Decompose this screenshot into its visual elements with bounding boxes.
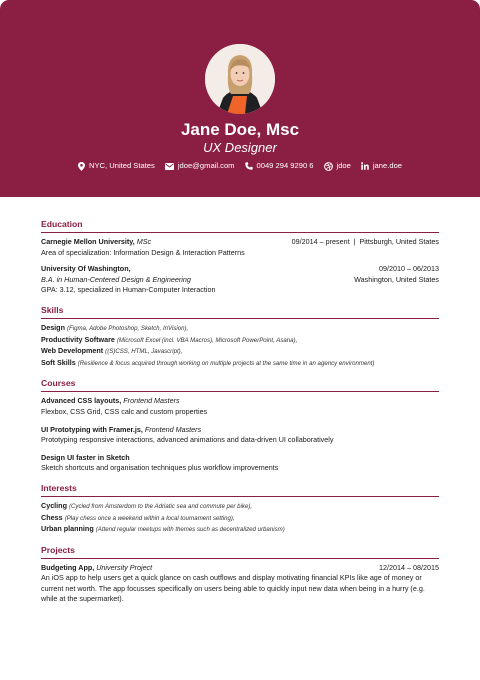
course-name: Advanced CSS layouts, (41, 396, 122, 406)
skill-name: Soft Skills (41, 357, 76, 367)
interest-detail: (Cycled from Amsterdom to the Adriatic sea and commute per bike), (68, 502, 253, 510)
linkedin-text[interactable]: jane.doe (372, 161, 403, 170)
location: Pittsburgh, United States (359, 237, 439, 246)
skill-item (41, 335, 439, 347)
project-name: Budgeting App, (41, 562, 95, 572)
interest-name: Cycling (41, 500, 67, 510)
course-provider: Frontend Masters (123, 396, 180, 406)
degree: MSc (136, 237, 152, 246)
interests-heading: Interests (41, 482, 439, 497)
dribbble-text[interactable]: jdoe (336, 161, 351, 170)
projects-section (41, 544, 439, 605)
interest-detail: (Play chess once a weekend within a local tournament setting), (64, 514, 235, 522)
projects-heading: Projects (41, 544, 439, 559)
course-entry (41, 425, 439, 446)
interest-item (41, 524, 439, 536)
project-entry (41, 563, 439, 605)
interest-item (41, 513, 439, 525)
skill-name: Design (41, 322, 65, 332)
skill-name: Web Development (41, 346, 104, 356)
contact-phone[interactable] (245, 160, 314, 172)
contact-location (78, 160, 155, 172)
date-range: 09/2014 – present (291, 237, 350, 246)
course-entry (41, 396, 439, 417)
specialization: Area of specialization: Information Design & Interaction Patterns (41, 247, 245, 257)
skill-name: Productivity Software (41, 334, 115, 344)
skill-detail: ((S)CSS, HTML, Javascript), (105, 348, 183, 356)
contact-dribbble[interactable] (324, 160, 351, 172)
school-name: University Of Washington, (41, 264, 131, 274)
course-name: Design UI faster in Sketch (41, 452, 130, 462)
skill-item (41, 346, 439, 358)
skill-detail: (Figma, Adobe Photoshop, Sketch, InVision), (66, 324, 189, 332)
course-description: Prototyping responsive interactions, advanced animations and data-driven UI collaboratively (41, 435, 334, 445)
project-type: University Project (96, 562, 153, 572)
date-range: 12/2014 – 08/2015 (379, 562, 439, 572)
interest-detail: (Attend regular meetups with themes such as decentralized urbanism) (95, 526, 285, 534)
resume-header (0, 0, 480, 197)
course-description: Flexbox, CSS Grid, CSS calc and custom properties (41, 406, 208, 416)
phone-icon (245, 162, 253, 170)
email-text[interactable]: jdoe@gmail.com (177, 161, 235, 170)
job-title: UX Designer (203, 140, 277, 155)
education-entry (41, 237, 439, 258)
course-name: UI Prototyping with Framer.js, (41, 424, 143, 434)
interest-name: Chess (41, 512, 63, 522)
degree: B.A. in Human-Centered Design & Engineering (41, 274, 191, 284)
interest-name: Urban planning (41, 524, 94, 534)
school-name: Carnegie Mellon University, (41, 237, 135, 246)
education-entry (41, 264, 439, 296)
full-name: Jane Doe, Msc (180, 120, 300, 139)
location-text: NYC, United States (88, 161, 155, 170)
interests-section (41, 482, 439, 536)
course-provider: Frontend Masters (144, 424, 202, 434)
interest-item (41, 501, 439, 513)
separator: | (353, 237, 356, 246)
skill-item (41, 358, 439, 370)
education-section (41, 218, 439, 296)
location: Washington, United States (354, 274, 439, 284)
contact-email[interactable] (165, 160, 235, 172)
project-description: An iOS app to help users get a quick glance on cash outflows and display motivating financial KPIs like age of money or current net worth. The app focusses specifically on users being able to quickly input new data when being in a hurry (e.g. while at the supermarket). (41, 573, 425, 604)
skills-section (41, 304, 439, 369)
dribbble-icon (324, 162, 333, 171)
resume-body (41, 218, 439, 609)
skills-heading: Skills (41, 304, 439, 319)
course-description: Sketch shortcuts and organisation techniques plus workflow improvements (41, 463, 279, 473)
courses-section (41, 377, 439, 474)
date-range: 09/2010 – 06/2013 (379, 264, 439, 274)
contact-bar (0, 160, 480, 172)
linkedin-icon (361, 162, 369, 170)
gpa: GPA: 3.12, specialized in Human-Computer Interaction (41, 285, 216, 295)
location-pin-icon (78, 162, 85, 171)
phone-text[interactable]: 0049 294 9290 6 (256, 161, 314, 170)
skill-detail: (Resilience & focus acquired through working on multiple projects at the same time in an agency environment) (77, 359, 375, 367)
skill-item (41, 323, 439, 335)
education-heading: Education (41, 218, 439, 233)
course-entry (41, 453, 439, 474)
contact-linkedin[interactable] (361, 160, 402, 172)
courses-heading: Courses (41, 377, 439, 392)
envelope-icon (165, 163, 174, 170)
profile-photo (205, 44, 275, 114)
skill-detail: (Microsoft Excel (incl. VBA Macros), Microsoft PowerPoint, Asana), (116, 336, 298, 344)
